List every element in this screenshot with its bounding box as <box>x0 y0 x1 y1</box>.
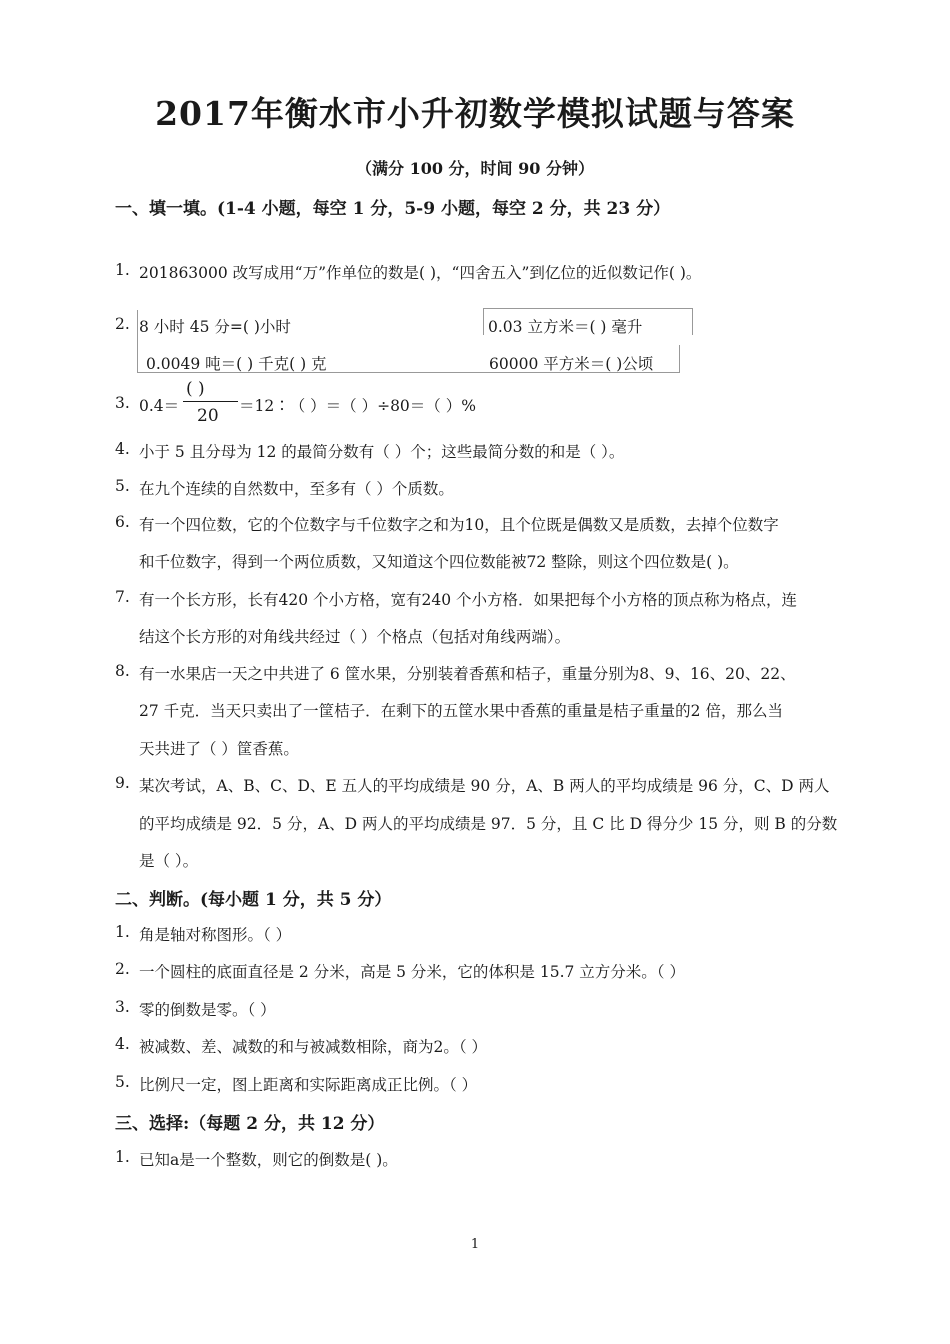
judge-item-number: 3. <box>115 998 130 1016</box>
q9-line1: 某次考试，A、B、C、D、E 五人的平均成绩是 90 分，A、B 两人的平均成绩是 96 分，C、D 两人 <box>139 777 830 795</box>
q4-text: 小于 5 且分母为 12 的最简分数有（ ）个；这些最简分数的和是（ ）。 <box>139 443 625 461</box>
q1-text: 201863000 改写成用“万”作单位的数是( )，“四舍五入”到亿位的近似数记作( )。 <box>139 264 702 282</box>
q3-fraction-numerator: ( ) <box>186 379 205 399</box>
q2-box-left <box>137 310 138 373</box>
judge-item-number: 5. <box>115 1073 130 1091</box>
page-number: 1 <box>470 1237 480 1252</box>
q2-part-a: 8 小时 45 分=( )小时 <box>139 318 291 336</box>
q6-line2: 和千位数字，得到一个两位质数，又知道这个四位数能被72 整除，则这个四位数是( )。 <box>139 553 739 571</box>
q8-line2: 27 千克．当天只卖出了一筐桔子．在剩下的五筐水果中香蕉的重量是桔子重量的2 倍，那么当 <box>139 702 783 720</box>
q9-line3: 是（ ）。 <box>139 852 199 870</box>
section2-heading: 二、判断。(每小题 1 分，共 5 分） <box>115 890 392 910</box>
q2-box-right-top <box>692 308 693 335</box>
judge-item-text: 零的倒数是零。（ ） <box>139 1001 276 1019</box>
q3-fraction-bar <box>183 401 238 402</box>
judge-item-number: 1. <box>115 923 130 941</box>
q6-line1: 有一个四位数，它的个位数字与千位数字之和为10，且个位既是偶数又是质数，去掉个位数字 <box>139 516 779 534</box>
judge-item-text: 被减数、差、减数的和与被减数相除，商为2。（ ） <box>139 1038 488 1056</box>
q8-number: 8. <box>115 662 130 680</box>
judge-item-text: 比例尺一定，图上距离和实际距离成正比例。（ ） <box>139 1076 478 1094</box>
q5-number: 5. <box>115 477 130 495</box>
q2-box-right-bottom <box>679 345 680 372</box>
q3-number: 3. <box>115 394 130 412</box>
q8-line3: 天共进了（ ）筐香蕉。 <box>139 740 299 758</box>
page-subtitle: （满分 100 分，时间 90 分钟） <box>356 159 594 178</box>
q2-box-mid <box>483 308 484 335</box>
q6-number: 6. <box>115 513 130 531</box>
judge-item-number: 4. <box>115 1035 130 1053</box>
q8-line1: 有一水果店一天之中共进了 6 筐水果，分别装着香蕉和桔子，重量分别为8、9、16、20、22、 <box>139 665 796 683</box>
q9-number: 9. <box>115 774 130 792</box>
q9-line2: 的平均成绩是 92．5 分，A、D 两人的平均成绩是 97．5 分，且 C 比 D 得分少 15 分，则 B 的分数 <box>139 815 838 833</box>
judge-item-text: 角是轴对称图形。（ ） <box>139 926 292 944</box>
q2-box-top-right <box>483 308 693 309</box>
q2-part-d: 60000 平方米＝( )公顷 <box>489 355 654 373</box>
q2-part-b: 0.03 立方米＝( ) 毫升 <box>488 318 643 336</box>
judge-item-number: 2. <box>115 960 130 978</box>
choice-item-text: 已知a是一个整数，则它的倒数是( )。 <box>139 1151 398 1169</box>
q3-suffix: ＝12∶（ ）＝（ ）÷80＝（ ）% <box>239 397 476 415</box>
section3-heading: 三、选择:（每题 2 分，共 12 分） <box>115 1114 385 1134</box>
judge-item-text: 一个圆柱的底面直径是 2 分米，高是 5 分米，它的体积是 15.7 立方分米。（ ） <box>139 963 685 981</box>
q5-text: 在九个连续的自然数中，至多有（ ）个质数。 <box>139 480 454 498</box>
q3-prefix: 0.4＝ <box>139 397 180 415</box>
q7-line2: 结这个长方形的对角线共经过（ ）个格点（包括对角线两端）。 <box>139 628 571 646</box>
q7-number: 7. <box>115 588 130 606</box>
q2-part-c: 0.0049 吨＝( ) 千克( ) 克 <box>146 355 327 373</box>
q2-number: 2. <box>115 315 130 333</box>
section1-heading: 一、填一填。(1-4 小题，每空 1 分，5-9 小题，每空 2 分，共 23 分） <box>115 199 671 219</box>
q4-number: 4. <box>115 440 130 458</box>
choice-item-number: 1. <box>115 1148 130 1166</box>
q7-line1: 有一个长方形，长有420 个小方格，宽有240 个小方格．如果把每个小方格的顶点称为格点，连 <box>139 591 798 609</box>
page-title: 2017年衡水市小升初数学模拟试题与答案 <box>155 94 795 133</box>
q1-number: 1. <box>115 261 130 279</box>
q3-fraction-denominator: 20 <box>197 406 219 426</box>
